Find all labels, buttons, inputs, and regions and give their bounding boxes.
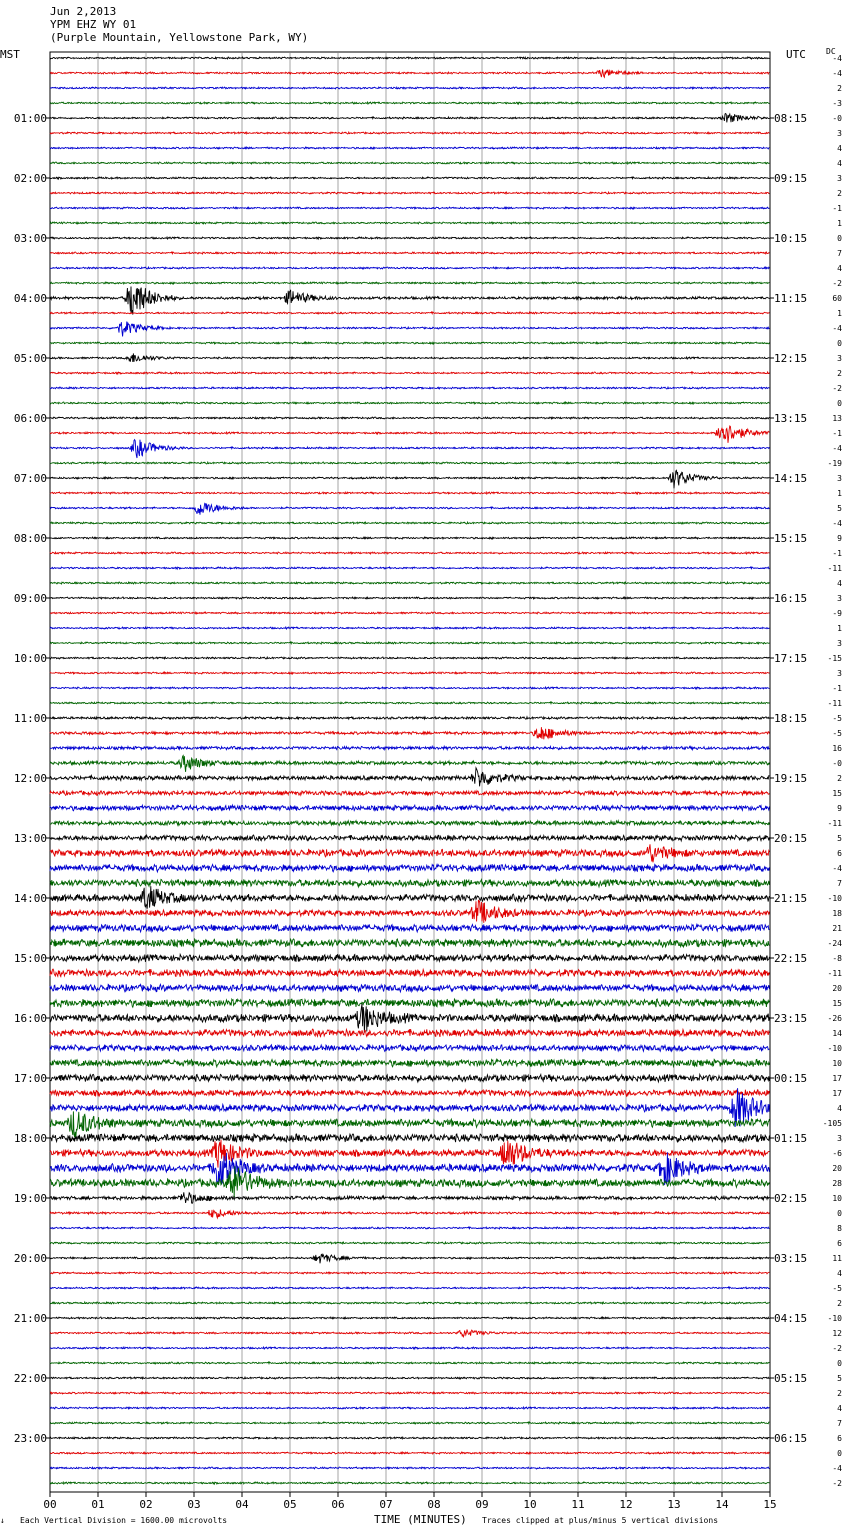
seismic-trace [50,440,769,458]
dc-offset-label: 3 [837,669,842,678]
seismic-trace [50,1134,769,1143]
seismic-trace [50,1422,769,1424]
seismic-trace [50,879,769,887]
x-tick-label: 05 [283,1498,297,1511]
seismic-trace [50,1482,769,1484]
seismic-trace [50,312,769,314]
seismic-trace [50,1302,769,1304]
seismic-trace [50,924,769,932]
x-tick-label: 08 [427,1498,441,1511]
utc-hour-label: 14:15 [774,472,808,485]
mst-hour-label: 19:00 [13,1192,47,1205]
dc-offset-label: 14 [832,1029,842,1038]
dc-offset-label: 4 [837,264,842,273]
mst-hour-label: 15:00 [13,952,47,965]
dc-offset-label: -0 [832,114,842,123]
scale-note: Each Vertical Division = 1600.00 microvolts [20,1516,228,1525]
dc-offset-label: 10 [832,1194,842,1203]
seismic-trace [50,939,769,948]
mst-hour-label: 21:00 [13,1312,47,1325]
seismic-trace [50,1045,769,1052]
mst-hour-label: 04:00 [13,292,47,305]
dc-offset-label: -4 [832,519,842,528]
dc-offset-label: -10 [827,1314,842,1323]
utc-hour-label: 00:15 [774,1072,808,1085]
dc-offset-label: -4 [832,864,842,873]
seismic-trace [50,552,769,554]
seismic-trace [50,222,769,224]
dc-offset-label: 3 [837,129,842,138]
seismic-trace [50,835,769,841]
dc-offset-label: 28 [832,1179,842,1188]
dc-offset-label: 3 [837,1134,842,1143]
seismic-trace [50,612,769,614]
seismic-trace [50,387,769,389]
utc-hour-label: 12:15 [774,352,808,365]
seismic-trace [50,147,769,149]
utc-hour-label: 08:15 [774,112,808,125]
seismic-trace [50,237,769,239]
dc-offset-label: 60 [832,294,842,303]
dc-offset-label: 3 [837,354,842,363]
seismic-trace [50,657,769,659]
dc-offset-label: -8 [832,954,842,963]
seismic-trace [50,57,769,59]
seismic-trace [50,192,769,194]
dc-offset-label: 13 [832,414,842,423]
dc-offset-label: -5 [832,729,842,738]
mst-hour-label: 10:00 [13,652,47,665]
seismic-trace [50,287,769,315]
scale-mark-icon: ↓ [0,1516,5,1525]
seismic-trace [50,805,769,811]
dc-offset-label: -2 [832,1344,842,1353]
seismic-trace [50,87,769,89]
seismic-trace [50,114,769,123]
utc-hour-label: 20:15 [774,832,808,845]
dc-offset-label: 4 [837,579,842,588]
dc-offset-label: -2 [832,384,842,393]
x-tick-label: 12 [619,1498,633,1511]
dc-offset-label: -1 [832,429,842,438]
seismic-trace [50,1287,769,1289]
mst-hour-label: 22:00 [13,1372,47,1385]
x-tick-label: 14 [715,1498,729,1511]
seismic-trace [50,791,769,796]
dc-offset-label: 2 [837,1299,842,1308]
seismic-trace [50,999,769,1008]
utc-hour-label: 06:15 [774,1432,808,1445]
dc-offset-label: 7 [837,879,842,888]
dc-offset-label: 4 [837,1104,842,1113]
right-timezone-label: UTC [786,48,806,61]
dc-offset-label: -1 [832,684,842,693]
x-tick-label: 15 [763,1498,777,1511]
dc-offset-label: -0 [832,759,842,768]
seismic-trace [50,597,769,599]
seismic-trace [50,1090,769,1097]
utc-hour-label: 22:15 [774,952,808,965]
dc-offset-label: -11 [827,819,842,828]
utc-hour-label: 15:15 [774,532,808,545]
dc-offset-label: -24 [827,939,842,948]
dc-offset-label: 15 [832,999,842,1008]
dc-offset-label: 3 [837,474,842,483]
dc-offset-label: 16 [832,744,842,753]
dc-offset-label: 2 [837,189,842,198]
seismic-trace [50,537,769,539]
seismic-trace [50,1272,769,1274]
utc-hour-label: 18:15 [774,712,808,725]
x-tick-label: 03 [187,1498,201,1511]
dc-offset-label: 1 [837,489,842,498]
dc-offset-label: -2 [832,279,842,288]
seismic-trace [50,1392,769,1394]
dc-offset-label: 4 [837,1404,842,1413]
mst-hour-label: 16:00 [13,1012,47,1025]
mst-hour-label: 07:00 [13,472,47,485]
seismic-trace [50,177,769,179]
mst-hour-label: 18:00 [13,1132,47,1145]
utc-hour-label: 11:15 [774,292,808,305]
mst-hour-label: 01:00 [13,112,47,125]
mst-hour-label: 06:00 [13,412,47,425]
dc-offset-label: 0 [837,1359,842,1368]
seismic-trace [50,342,769,344]
dc-offset-label: 11 [832,1254,842,1263]
dc-offset-label: -4 [832,54,842,63]
dc-offset-label: 6 [837,849,842,858]
seismic-trace [50,132,769,134]
x-tick-label: 02 [139,1498,153,1511]
mst-hour-label: 12:00 [13,772,47,785]
x-tick-label: 09 [475,1498,489,1511]
utc-hour-label: 09:15 [774,172,808,185]
mst-hour-label: 23:00 [13,1432,47,1445]
dc-offset-label: -9 [832,609,842,618]
seismic-trace [50,1437,769,1439]
seismic-trace [50,252,769,254]
utc-hour-label: 10:15 [774,232,808,245]
dc-offset-label: -5 [832,1284,842,1293]
utc-hour-label: 16:15 [774,592,808,605]
dc-offset-label: -3 [832,99,842,108]
dc-offset-label: 6 [837,1434,842,1443]
dc-offset-label: 10 [832,1059,842,1068]
seismic-trace [50,1242,769,1244]
dc-offset-label: -4 [832,324,842,333]
dc-offset-label: 2 [837,84,842,93]
dc-offset-label: 5 [837,834,842,843]
seismic-trace [50,1362,769,1364]
seismic-trace [50,470,769,488]
dc-offset-label: -10 [827,894,842,903]
utc-hour-label: 01:15 [774,1132,808,1145]
x-tick-label: 06 [331,1498,345,1511]
seismic-trace [50,1317,769,1319]
mst-hour-label: 02:00 [13,172,47,185]
dc-offset-label: 2 [837,369,842,378]
seismic-trace [50,1377,769,1379]
seismic-trace [50,353,769,362]
dc-offset-label: 3 [837,594,842,603]
mst-hour-label: 13:00 [13,832,47,845]
dc-offset-label: 3 [837,639,842,648]
seismic-trace [50,503,769,514]
dc-offset-label: -1 [832,204,842,213]
dc-offset-label: -4 [832,69,842,78]
mst-hour-label: 11:00 [13,712,47,725]
dc-offset-label: 9 [837,804,842,813]
dc-offset-label: 5 [837,1374,842,1383]
seismic-trace [50,102,769,104]
utc-hour-label: 23:15 [774,1012,808,1025]
seismic-trace [50,768,769,787]
seismic-trace [50,417,769,419]
dc-offset-label: -2 [832,1479,842,1488]
seismic-trace [50,727,769,739]
seismic-trace [50,282,769,284]
seismic-trace [50,426,769,443]
dc-offset-label: 2 [837,774,842,783]
dc-offset-label: 21 [832,924,842,933]
dc-offset-label: 20 [832,984,842,993]
dc-offset-label: 17 [832,1074,842,1083]
station-location: (Purple Mountain, Yellowstone Park, WY) [50,31,309,44]
dc-offset-label: 3 [837,174,842,183]
x-tick-label: 13 [667,1498,681,1511]
dc-offset-label: -15 [827,654,842,663]
x-tick-label: 00 [43,1498,57,1511]
utc-hour-label: 19:15 [774,772,808,785]
seismic-trace [50,844,769,862]
seismic-trace [50,207,769,209]
seismic-trace [50,1227,769,1229]
mst-hour-label: 20:00 [13,1252,47,1265]
seismic-trace [50,1192,769,1203]
dc-offset-label: 2 [837,1389,842,1398]
seismic-trace [50,1004,769,1033]
seismic-trace [50,1347,769,1349]
dc-offset-label: 4 [837,159,842,168]
seismic-trace [50,687,769,689]
dc-offset-label: 5 [837,504,842,513]
seismic-trace [50,969,769,977]
seismic-trace [50,1254,769,1263]
dc-offset-label: 4 [837,1269,842,1278]
mst-hour-label: 03:00 [13,232,47,245]
dc-offset-label: -10 [827,1044,842,1053]
seismic-trace [50,1029,769,1037]
seismic-trace [50,402,769,404]
dc-offset-label: 6 [837,1239,842,1248]
utc-hour-label: 04:15 [774,1312,808,1325]
dc-offset-label: 0 [837,1209,842,1218]
seismic-trace [50,702,769,704]
dc-offset-label: 4 [837,144,842,153]
dc-offset-label: 7 [837,1419,842,1428]
seismic-trace [50,672,769,674]
seismic-trace [50,522,769,524]
seismic-trace [50,642,769,644]
dc-offset-label: -11 [827,564,842,573]
mst-hour-label: 14:00 [13,892,47,905]
dc-offset-label: 7 [837,249,842,258]
station-code: YPM EHZ WY 01 [50,18,137,31]
dc-offset-label: 0 [837,339,842,348]
dc-offset-label: -5 [832,714,842,723]
seismic-trace [50,267,769,269]
dc-offset-label: 1 [837,624,842,633]
seismic-trace [50,954,769,962]
clip-note: Traces clipped at plus/minus 5 vertical divisions [482,1516,719,1525]
utc-hour-label: 05:15 [774,1372,808,1385]
seismic-trace [50,1452,769,1454]
seismic-trace [50,567,769,569]
utc-hour-label: 21:15 [774,892,808,905]
utc-hour-label: 13:15 [774,412,808,425]
seismic-trace [50,582,769,584]
mst-hour-label: 08:00 [13,532,47,545]
mst-hour-label: 05:00 [13,352,47,365]
dc-offset-label: 0 [837,399,842,408]
x-tick-label: 11 [571,1498,585,1511]
dc-offset-label: 15 [832,789,842,798]
dc-offset-label: 1 [837,309,842,318]
seismic-trace [50,821,769,826]
dc-offset-label: -6 [832,1149,842,1158]
dc-offset-header: DC [826,47,836,56]
dc-offset-label: -11 [827,699,842,708]
utc-hour-label: 02:15 [774,1192,808,1205]
seismic-trace [50,322,769,337]
seismic-trace [50,1140,769,1168]
dc-offset-label: 12 [832,1329,842,1338]
seismic-trace [50,746,769,749]
dc-offset-label: -19 [827,459,842,468]
seismic-trace [50,984,769,992]
recording-date: Jun 2,2013 [50,5,117,18]
dc-offset-label: -4 [832,444,842,453]
x-tick-label: 07 [379,1498,393,1511]
dc-offset-label: 8 [837,1224,842,1233]
seismic-trace [50,1074,769,1082]
dc-offset-label: -26 [827,1014,842,1023]
seismic-trace [50,1111,769,1138]
x-tick-label: 04 [235,1498,249,1511]
seismic-trace [50,69,769,77]
seismic-trace [50,1330,769,1337]
left-timezone-label: MST [0,48,20,61]
seismic-trace [50,1210,769,1218]
mst-hour-label: 09:00 [13,592,47,605]
dc-offset-label: 20 [832,1164,842,1173]
dc-offset-label: 0 [837,234,842,243]
mst-hour-label: 17:00 [13,1072,47,1085]
x-tick-label: 10 [523,1498,537,1511]
seismic-trace [50,492,769,494]
utc-hour-label: 03:15 [774,1252,808,1265]
dc-offset-label: 17 [832,1089,842,1098]
x-axis-title: TIME (MINUTES) [374,1513,467,1526]
seismic-trace [50,886,769,909]
dc-offset-label: 9 [837,534,842,543]
seismic-trace [50,462,769,464]
dc-offset-label: 18 [832,909,842,918]
seismic-trace [50,717,769,719]
dc-offset-label: -1 [832,549,842,558]
seismic-trace [50,162,769,164]
dc-offset-label: -4 [832,1464,842,1473]
seismic-trace [50,1407,769,1409]
seismic-trace [50,1059,769,1067]
seismic-trace [50,900,769,923]
dc-offset-label: 0 [837,1449,842,1458]
dc-offset-label: -11 [827,969,842,978]
dc-offset-label: -105 [822,1119,842,1128]
utc-hour-label: 17:15 [774,652,808,665]
seismic-trace [50,627,769,629]
dc-offset-label: 1 [837,219,842,228]
seismic-trace [50,756,769,772]
seismic-trace [50,372,769,374]
x-tick-label: 01 [91,1498,105,1511]
seismic-trace [50,864,769,872]
seismic-trace [50,1467,769,1469]
